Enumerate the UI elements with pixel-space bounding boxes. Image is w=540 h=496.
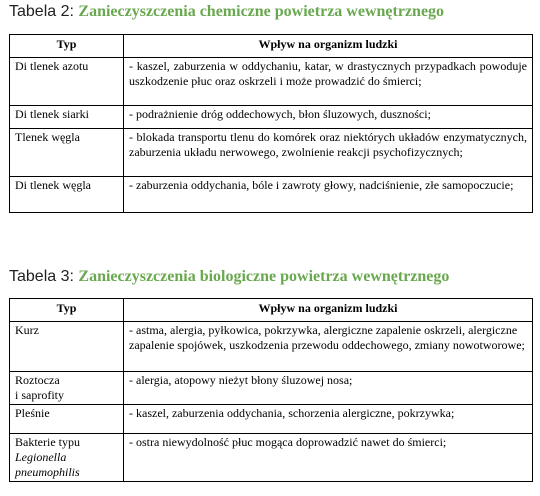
table-2-caption-prefix: Tabela 2:: [9, 3, 79, 20]
table-3-caption-prefix: Tabela 3:: [9, 268, 79, 285]
table-header-row: [10, 35, 533, 58]
biological-pollutants-table: [9, 298, 533, 482]
effect-cell: - ostra niewydolność płuc mogąca doprowadzić nawet do śmierci;: [124, 434, 533, 482]
table-row: [10, 177, 533, 213]
table-row: [10, 372, 533, 405]
header-type: Typ: [10, 299, 124, 322]
header-effect: Wpływ na organizm ludzki: [124, 299, 533, 322]
effect-cell: - alergia, atopowy nieżyt błony śluzowej nosa;: [124, 372, 533, 405]
table-row: [10, 434, 533, 482]
table-2-caption-title: Zanieczyszczenia chemiczne powietrza wewnętrznego: [78, 3, 445, 20]
chemical-pollutants-table: [9, 34, 533, 213]
type-cell: Di tlenek azotu: [10, 58, 124, 106]
table-row: [10, 405, 533, 434]
effect-cell: - blokada transportu tlenu do komórek oraz niektórych układów enzymatycznych, zaburzenia układu nerwowego, zwolnienie reakcji psychofizycznych;: [124, 129, 533, 177]
type-line-species: Legionella: [15, 450, 67, 464]
table-row: [10, 322, 533, 372]
table-row: [10, 106, 533, 129]
effect-cell: - podrażnienie dróg oddechowych, błon śluzowych, duszności;: [124, 106, 533, 129]
type-cell: [10, 372, 124, 405]
type-cell: Pleśnie: [10, 405, 124, 434]
header-type: Typ: [10, 35, 124, 58]
effect-cell: - astma, alergia, pyłkowica, pokrzywka, alergiczne zapalenie oskrzeli, alergiczne zapalenie spojówek, uszkodzenia przewodu oddechowego, zmiany nowotworowe;: [124, 322, 533, 372]
type-cell: Di tlenek siarki: [10, 106, 124, 129]
type-cell: Kurz: [10, 322, 124, 372]
table-row: [10, 58, 533, 106]
type-line: i saprofity: [15, 388, 64, 402]
table-header-row: [10, 299, 533, 322]
type-cell: Tlenek węgla: [10, 129, 124, 177]
type-cell: [10, 434, 124, 482]
table-2-caption: [9, 2, 444, 22]
header-effect: Wpływ na organizm ludzki: [124, 35, 533, 58]
table-3-caption: [9, 267, 449, 287]
type-line: Roztocza: [15, 373, 60, 387]
table-row: [10, 129, 533, 177]
type-line: Bakterie typu: [15, 435, 80, 449]
effect-cell: - kaszel, zaburzenia w oddychaniu, katar, w drastycznych przypadkach powoduje uszkodzenie płuc oraz oskrzeli i może prowadzić do śmierci;: [124, 58, 533, 106]
table-3-caption-title: Zanieczyszczenia biologiczne powietrza wewnętrznego: [78, 268, 450, 285]
effect-cell: - kaszel, zaburzenia oddychania, schorzenia alergiczne, pokrzywka;: [124, 405, 533, 434]
effect-cell: - zaburzenia oddychania, bóle i zawroty głowy, nadciśnienie, złe samopoczucie;: [124, 177, 533, 213]
type-cell: Di tlenek węgla: [10, 177, 124, 213]
type-line-species: pneumophilis: [15, 465, 80, 479]
